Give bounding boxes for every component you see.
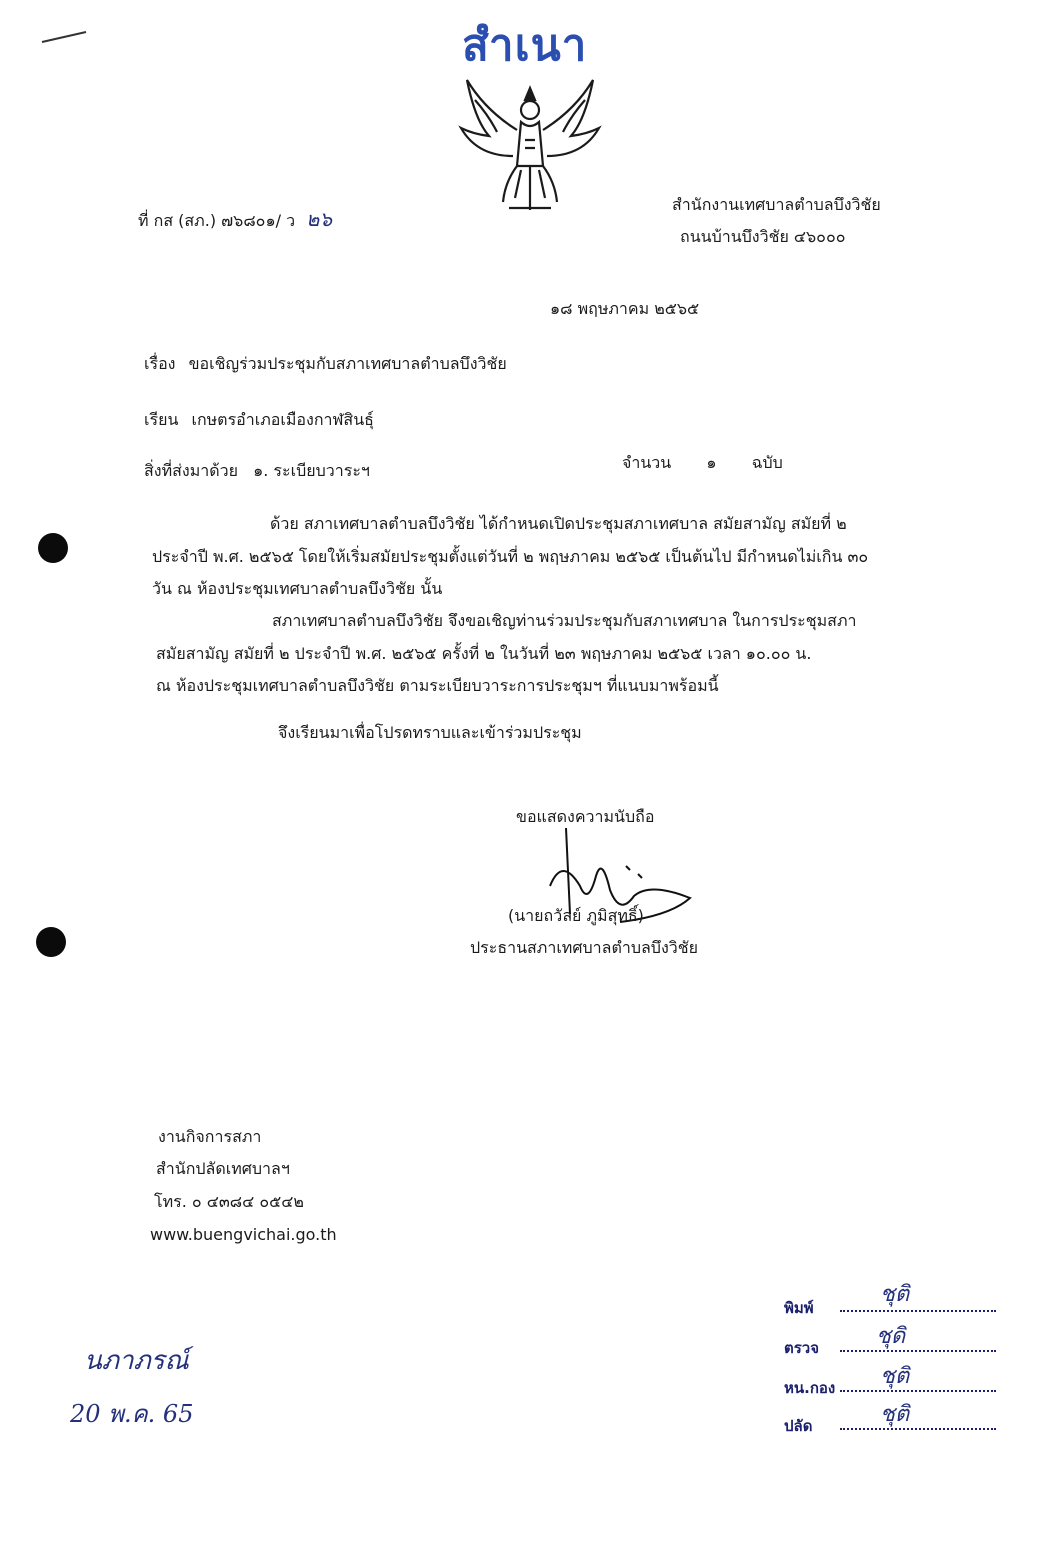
body-closing-paragraph: จึงเรียนมาเพื่อโปรดทราบและเข้าร่วมประชุม [278, 723, 582, 742]
body-p2-line3: ณ ห้องประชุมเทศบาลตำบลบึงวิชัย ตามระเบียบวาระการประชุมฯ ที่แนบมาพร้อมนี้ [156, 676, 719, 695]
handwritten-receiver-name: นภาภรณ์ [84, 1346, 189, 1376]
addressee-line [144, 409, 374, 431]
quantity-value: ๑ [706, 453, 717, 472]
body-p2-line2: สมัยสามัญ สมัยที่ ๒ ประจำปี พ.ศ. ๒๕๖๕ ครั้งที่ ๒ ในวันที่ ๒๓ พฤษภาคม ๒๕๖๕ เวลา ๑๐.๐๐ น. [156, 644, 812, 663]
routing-label-type: พิมพ์ [784, 1299, 814, 1317]
footer-office: สำนักปลัดเทศบาลฯ [156, 1159, 290, 1178]
pen-mark-icon [40, 30, 90, 46]
punch-hole-upper [38, 533, 68, 563]
routing-line-check [840, 1350, 996, 1352]
quantity-label: จำนวน [622, 453, 672, 472]
addressee-text: เกษตรอำเภอเมืองกาฬสินธุ์ [191, 410, 374, 429]
routing-initial-check: ชุดิ [876, 1324, 906, 1349]
subject-label: เรื่อง [144, 354, 176, 373]
quantity-unit: ฉบับ [751, 453, 783, 472]
body-p1-line2: ประจำปี พ.ศ. ๒๕๖๕ โดยให้เริ่มสมัยประชุมตั้งแต่วันที่ ๒ พฤษภาคม ๒๕๖๕ เป็นต้นไป มีกำหนดไม่เกิน ๓๐ [152, 547, 869, 566]
punch-hole-lower [36, 927, 66, 957]
enclosure-text: ๑. ระเบียบวาระฯ [253, 461, 370, 480]
document-date: ๑๘ พฤษภาคม ๒๕๖๕ [550, 299, 700, 318]
enclosure-quantity [622, 452, 783, 474]
routing-label-check: ตรวจ [784, 1339, 820, 1357]
body-p1-line3: วัน ณ ห้องประชุมเทศบาลตำบลบึงวิชัย นั้น [152, 579, 443, 598]
body-p1-line1: ด้วย สภาเทศบาลตำบลบึงวิชัย ได้กำหนดเปิดประชุมสภาเทศบาล สมัยสามัญ สมัยที่ ๒ [270, 514, 847, 533]
to-label: เรียน [144, 410, 179, 429]
routing-initial-head: ชุติ [880, 1364, 910, 1389]
footer-website: www.buengvichai.go.th [150, 1225, 337, 1244]
routing-line-type [840, 1310, 996, 1312]
routing-label-chief: ปลัด [784, 1417, 813, 1435]
office-name: สำนักงานเทศบาลตำบลบึงวิชัย [672, 195, 881, 214]
routing-initial-type: ชุติ [880, 1282, 910, 1307]
handwritten-received-date: 20 พ.ค. 65 [70, 1400, 194, 1428]
closing-regards: ขอแสดงความนับถือ [516, 807, 655, 826]
routing-label-head: หน.กอง [784, 1379, 836, 1397]
footer-department: งานกิจการสภา [158, 1127, 262, 1146]
subject-text: ขอเชิญร่วมประชุมกับสภาเทศบาลตำบลบึงวิชัย [188, 354, 507, 373]
copy-stamp: สำเนา [462, 20, 588, 71]
signer-position: ประธานสภาเทศบาลตำบลบึงวิชัย [470, 938, 698, 957]
signer-name: (นายถวัลย์ ภูมิสุทธิ์) [508, 906, 644, 925]
reference-handwritten-number: ๒๖ [306, 207, 333, 231]
subject-line [144, 353, 507, 375]
routing-line-head [840, 1390, 996, 1392]
footer-phone: โทร. ๐ ๔๓๘๔ ๐๕๔๒ [154, 1192, 304, 1211]
enclosure-line [144, 460, 370, 482]
enclosure-label: สิ่งที่ส่งมาด้วย [144, 461, 238, 480]
body-p2-line1: สภาเทศบาลตำบลบึงวิชัย จึงขอเชิญท่านร่วมประชุมกับสภาเทศบาล ในการประชุมสภา [272, 611, 857, 630]
reference-number: ที่ กส (สภ.) ๗๖๘๐๑/ ว [138, 211, 296, 230]
routing-initial-chief: ชุติ [880, 1402, 910, 1427]
garuda-emblem-icon [455, 70, 605, 220]
routing-line-chief [840, 1428, 996, 1430]
office-address: ถนนบ้านบึงวิชัย ๔๖๐๐๐ [680, 227, 846, 246]
